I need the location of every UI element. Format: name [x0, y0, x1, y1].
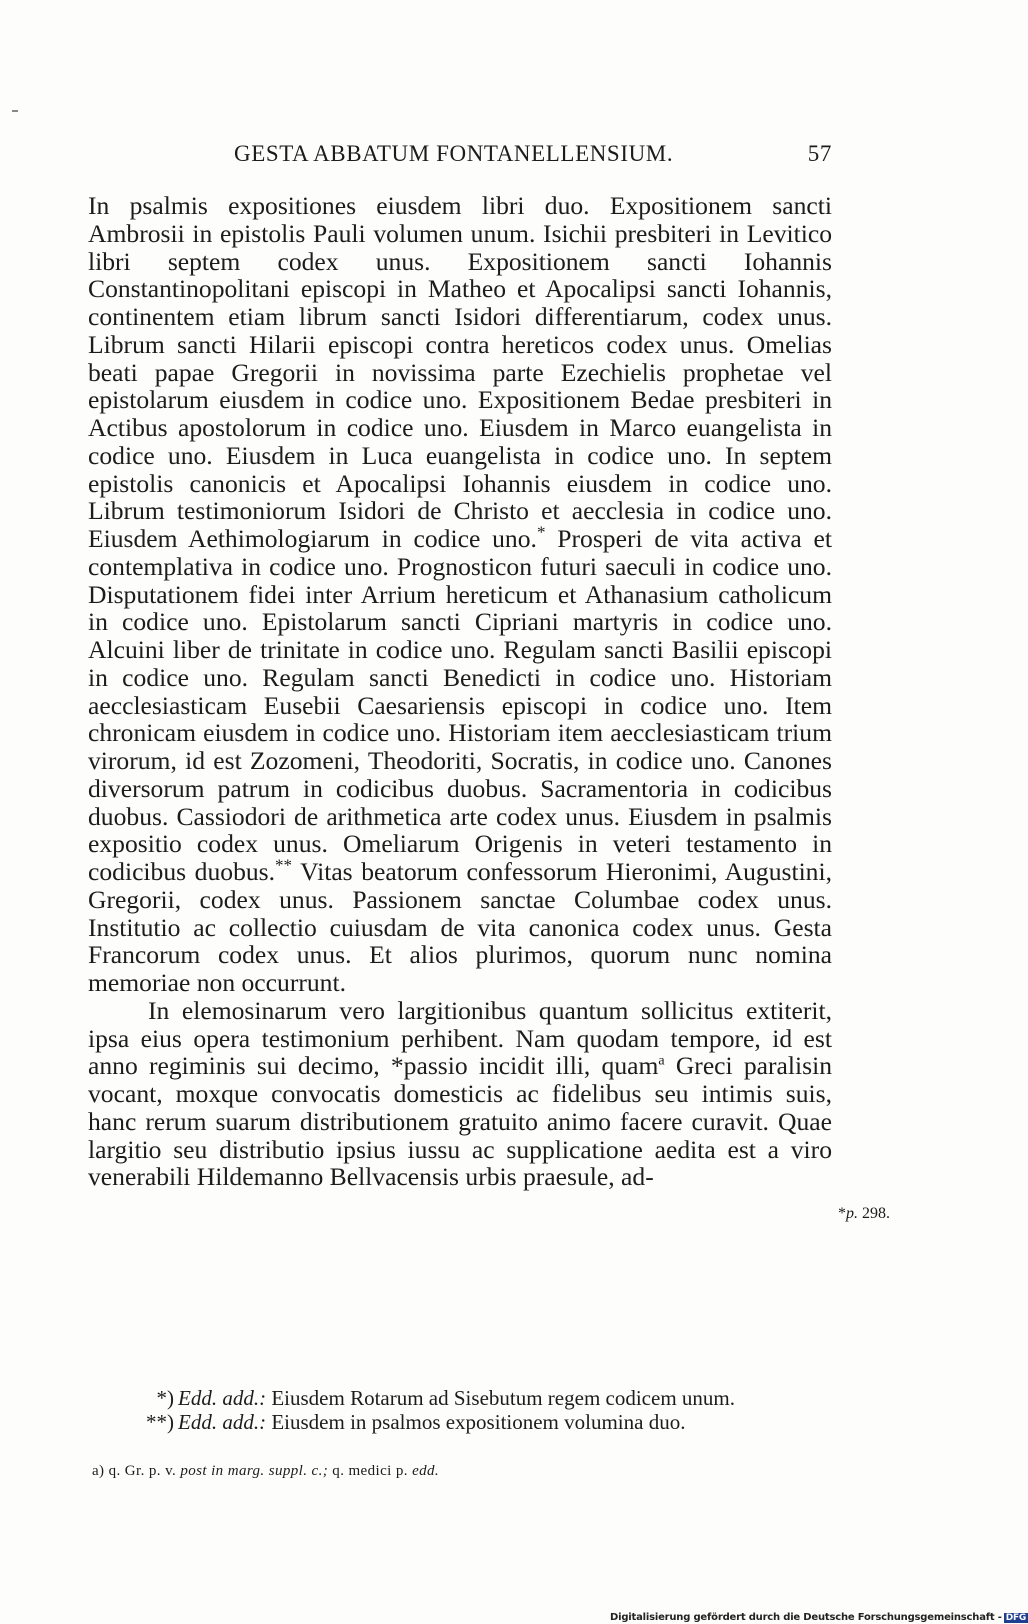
variant-text-1: q. Gr. p. v.: [104, 1463, 181, 1479]
running-header: [88, 141, 832, 171]
paragraph-1: [88, 192, 832, 997]
footnote-1-label: Edd. add.:: [178, 1386, 267, 1410]
footnote-2: [88, 1410, 832, 1434]
margin-page-reference: [838, 1205, 890, 1223]
paragraph-2: [88, 997, 832, 1191]
paragraph-1-part-c: Vitas beatorum confessorum Hieronimi, Augustini, Gregorii, codex unus. Passionem sanctae Columbae codex unus. Institutio ac collectio cuiusdam de vita canonica codex unus. Gesta Francorum codex unus. Et alios plurimos, quorum nunc nomina memoriae non occurrunt.: [88, 857, 832, 997]
footnote-ref-1[interactable]: *: [536, 522, 546, 542]
footnote-2-text: Eiusdem in psalmos expositionem volumina duo.: [266, 1410, 686, 1434]
page-number: 57: [807, 141, 832, 166]
variant-text-2: q. medici p.: [328, 1463, 413, 1479]
footnote-ref-2[interactable]: **: [275, 855, 293, 875]
paragraph-2-part-a: In elemosinarum vero largitionibus quantum sollicitus extiterit, ipsa eius opera testimonium perhibent. Nam quodam tempore, id est anno regiminis sui decimo, *passio incidit illi, quam: [88, 995, 832, 1081]
paragraph-2-part-b: Greci paralisin vocant, moxque convocatis domesticis ac fidelibus seu intimis suis, hanc rerum suarum distributionem gratuito animo facere curavit. Quae largitio seu distributio ipsius iussu ac supplicatione aedita est a viro venerabili Hildemanno Bellvacensis urbis praesule, ad-: [88, 1051, 832, 1192]
variant-italic-2: edd.: [412, 1463, 440, 1479]
footnote-2-mark: **): [146, 1410, 174, 1434]
footnote-1-mark: *): [156, 1386, 174, 1410]
variant-apparatus: [92, 1463, 439, 1480]
footnote-2-label: Edd. add.:: [178, 1410, 267, 1434]
variant-ref-a[interactable]: a: [658, 1053, 665, 1069]
footnote-1: [88, 1386, 832, 1410]
footnote-1-text: Eiusdem Rotarum ad Sisebutum regem codicem unum.: [266, 1386, 735, 1410]
paragraph-1-part-b: Prosperi de vita activa et contemplativa in codice uno. Prognosticon futuri saeculi in codice uno. Disputationem fidei inter Arrium hereticum et Athanasium catholicum in codice uno. Epistolarum sancti Cipriani martyris in codice uno. Alcuini liber de trinitate in codice uno. Regulam sancti Basilii episcopi in codice uno. Regulam sancti Benedicti in codice uno. Historiam aecclesiasticam Eusebii Caesariensis episcopi in codice uno. Item chronicam eiusdem in codice uno. Historiam item aecclesiasticam trium virorum, id est Zozomeni, Theodoriti, Socratis, in codice uno. Canones diversorum patrum in codicibus duobus. Sacramentoria in codicibus duobus. Cassiodori de arithmetica arte codex unus. Eiusdem in psalmis expositio codex unus. Omeliarum Origenis in veteri testamento in codicibus duobus.: [88, 524, 832, 886]
margin-asterisk: *: [838, 1205, 846, 1222]
running-title: GESTA ABBATUM FONTANELLENSIUM.: [234, 141, 674, 166]
variant-italic-1: post in marg. suppl. c.;: [180, 1463, 329, 1479]
main-text: [88, 192, 832, 1191]
margin-p: p.: [846, 1205, 858, 1222]
dfg-logo: DFG: [1005, 1613, 1027, 1623]
margin-number: 298.: [858, 1205, 890, 1222]
paragraph-1-part-a: In psalmis expositiones eiusdem libri duo. Expositionem sancti Ambrosii in epistolis Pauli volumen unum. Isichii presbiteri in Levitico libri septem codex unus. Expositionem sancti Iohannis Constantinopolitani episcopi in Matheo et Apocalipsi sancti Iohannis, continentem etiam librum sancti Isidori differentiarum, codex unus. Librum sancti Hilarii episcopi contra hereticos codex unus. Omelias beati papae Gregorii in novissima parte Ezechielis prophetae vel epistolarum eiusdem in codice uno. Expositionem Bedae presbiteri in Actibus apostolorum in codice uno. Eiusdem in Marco euangelista in codice uno. Eiusdem in Luca euangelista in codice uno. In septem epistolis canonicis et Apocalipsi Iohannis eiusdem in codice uno. Librum testimoniorum Isidori de Christo et aecclesia in codice uno. Eiusdem Aethimologiarum in codice uno.: [88, 191, 832, 553]
scan-mark: [12, 110, 18, 112]
footnotes: [88, 1386, 832, 1434]
digitization-credit: [610, 1612, 1028, 1623]
credit-text: Digitalisierung gefördert durch die Deutsche Forschungsgemeinschaft -: [610, 1612, 1002, 1623]
variant-mark: a): [92, 1463, 105, 1479]
